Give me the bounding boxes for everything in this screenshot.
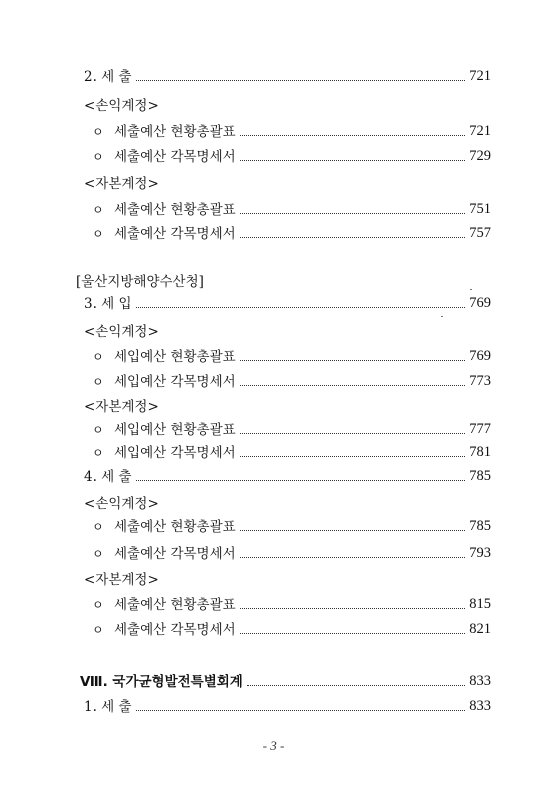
toc-subentry-label: 세출예산 각목명세서 bbox=[114, 149, 236, 165]
toc-subentry[interactable] bbox=[92, 222, 491, 242]
toc-page-number: 785 bbox=[469, 468, 491, 484]
toc-page-number: 757 bbox=[469, 225, 491, 241]
toc-subentry[interactable] bbox=[92, 542, 491, 562]
dot-leader bbox=[240, 160, 466, 161]
toc-page-number: 793 bbox=[469, 545, 491, 561]
toc-subentry-label: 세출예산 현황총괄표 bbox=[114, 519, 236, 535]
toc-entry-label: 2. 세 출 bbox=[84, 69, 132, 85]
toc-subentry-label: 세입예산 각목명세서 bbox=[114, 374, 236, 390]
dot-leader bbox=[136, 307, 466, 308]
toc-chapter-entry[interactable] bbox=[80, 670, 491, 690]
dot-leader bbox=[240, 557, 466, 558]
dot-leader bbox=[240, 213, 466, 214]
toc-account-heading: <손익계정> bbox=[84, 98, 159, 114]
bullet-icon: ㅇ bbox=[92, 150, 104, 164]
toc-page-number: 751 bbox=[469, 201, 491, 217]
toc-entry-label: 3. 세 입 bbox=[84, 296, 132, 312]
toc-account-heading: <자본계정> bbox=[84, 176, 159, 192]
dot-leader bbox=[240, 360, 466, 361]
toc-entry[interactable] bbox=[84, 465, 491, 485]
toc-page-number: 833 bbox=[469, 698, 491, 714]
toc-page-number: 785 bbox=[469, 518, 491, 534]
toc-page-number: 815 bbox=[469, 596, 491, 612]
toc-account-heading: <자본계정> bbox=[84, 399, 159, 415]
dot-leader bbox=[136, 480, 466, 481]
toc-subentry[interactable] bbox=[92, 198, 491, 218]
bullet-icon: ㅇ bbox=[92, 375, 104, 389]
bullet-icon: ㅇ bbox=[92, 227, 104, 241]
dot-leader bbox=[247, 685, 465, 686]
toc-page-number: 769 bbox=[469, 295, 491, 311]
toc-account-heading: <손익계정> bbox=[84, 496, 159, 512]
dot-leader bbox=[240, 237, 466, 238]
toc-subentry[interactable] bbox=[92, 345, 491, 365]
toc-subentry-label: 세출예산 각목명세서 bbox=[114, 546, 236, 562]
toc-subentry-label: 세입예산 각목명세서 bbox=[114, 445, 236, 461]
dot-leader bbox=[240, 433, 466, 434]
toc-agency-heading: [울산지방해양수산청] bbox=[76, 274, 204, 290]
bullet-icon: ㅇ bbox=[92, 350, 104, 364]
toc-chapter-label: Ⅷ. 국가균형발전특별회계 bbox=[80, 674, 243, 690]
bullet-icon: ㅇ bbox=[92, 520, 104, 534]
toc-entry[interactable] bbox=[84, 292, 491, 312]
dot-leader bbox=[240, 608, 466, 609]
dot-leader bbox=[240, 530, 466, 531]
toc-page-number: 777 bbox=[469, 421, 491, 437]
bullet-icon: ㅇ bbox=[92, 598, 104, 612]
dot-leader bbox=[240, 135, 466, 136]
toc-subentry[interactable] bbox=[92, 145, 491, 165]
toc-page-number: 729 bbox=[469, 148, 491, 164]
dot-leader bbox=[240, 633, 466, 634]
toc-subentry[interactable] bbox=[92, 120, 491, 140]
bullet-icon: ㅇ bbox=[92, 623, 104, 637]
toc-subentry-label: 세출예산 현황총괄표 bbox=[114, 124, 236, 140]
toc-account-heading: <손익계정> bbox=[84, 324, 159, 340]
dot-leader bbox=[136, 710, 466, 711]
bullet-icon: ㅇ bbox=[92, 203, 104, 217]
bullet-icon: ㅇ bbox=[92, 423, 104, 437]
toc-subentry[interactable] bbox=[92, 618, 491, 638]
toc-entry[interactable] bbox=[84, 695, 491, 715]
toc-account-heading: <자본계정> bbox=[84, 572, 159, 588]
page-footer-number: - 3 - bbox=[262, 738, 285, 753]
toc-subentry-label: 세출예산 각목명세서 bbox=[114, 622, 236, 638]
scan-speck bbox=[470, 289, 472, 290]
bullet-icon: ㅇ bbox=[92, 446, 104, 460]
bullet-icon: ㅇ bbox=[92, 547, 104, 561]
toc-subentry-label: 세출예산 각목명세서 bbox=[114, 226, 236, 242]
toc-subentry[interactable] bbox=[92, 441, 491, 461]
toc-subentry[interactable] bbox=[92, 515, 491, 535]
toc-entry[interactable] bbox=[84, 65, 491, 85]
toc-subentry-label: 세출예산 현황총괄표 bbox=[114, 597, 236, 613]
toc-page-number: 721 bbox=[469, 68, 491, 84]
dot-leader bbox=[136, 80, 466, 81]
toc-page-number: 769 bbox=[469, 348, 491, 364]
toc-subentry-label: 세출예산 현황총괄표 bbox=[114, 202, 236, 218]
bullet-icon: ㅇ bbox=[92, 125, 104, 139]
dot-leader bbox=[240, 385, 466, 386]
toc-subentry-label: 세입예산 현황총괄표 bbox=[114, 422, 236, 438]
toc-page-number: 721 bbox=[469, 123, 491, 139]
dot-leader bbox=[240, 456, 466, 457]
toc-subentry-label: 세입예산 현황총괄표 bbox=[114, 349, 236, 365]
toc-entry-label: 4. 세 출 bbox=[84, 469, 132, 485]
toc-page-number: 833 bbox=[469, 673, 491, 689]
toc-page-number: 781 bbox=[469, 444, 491, 460]
scan-speck bbox=[441, 316, 443, 317]
toc-subentry[interactable] bbox=[92, 593, 491, 613]
toc-subentry[interactable] bbox=[92, 370, 491, 390]
toc-subentry[interactable] bbox=[92, 418, 491, 438]
toc-page-number: 773 bbox=[469, 373, 491, 389]
toc-entry-label: 1. 세 출 bbox=[84, 699, 132, 715]
toc-page-number: 821 bbox=[469, 621, 491, 637]
